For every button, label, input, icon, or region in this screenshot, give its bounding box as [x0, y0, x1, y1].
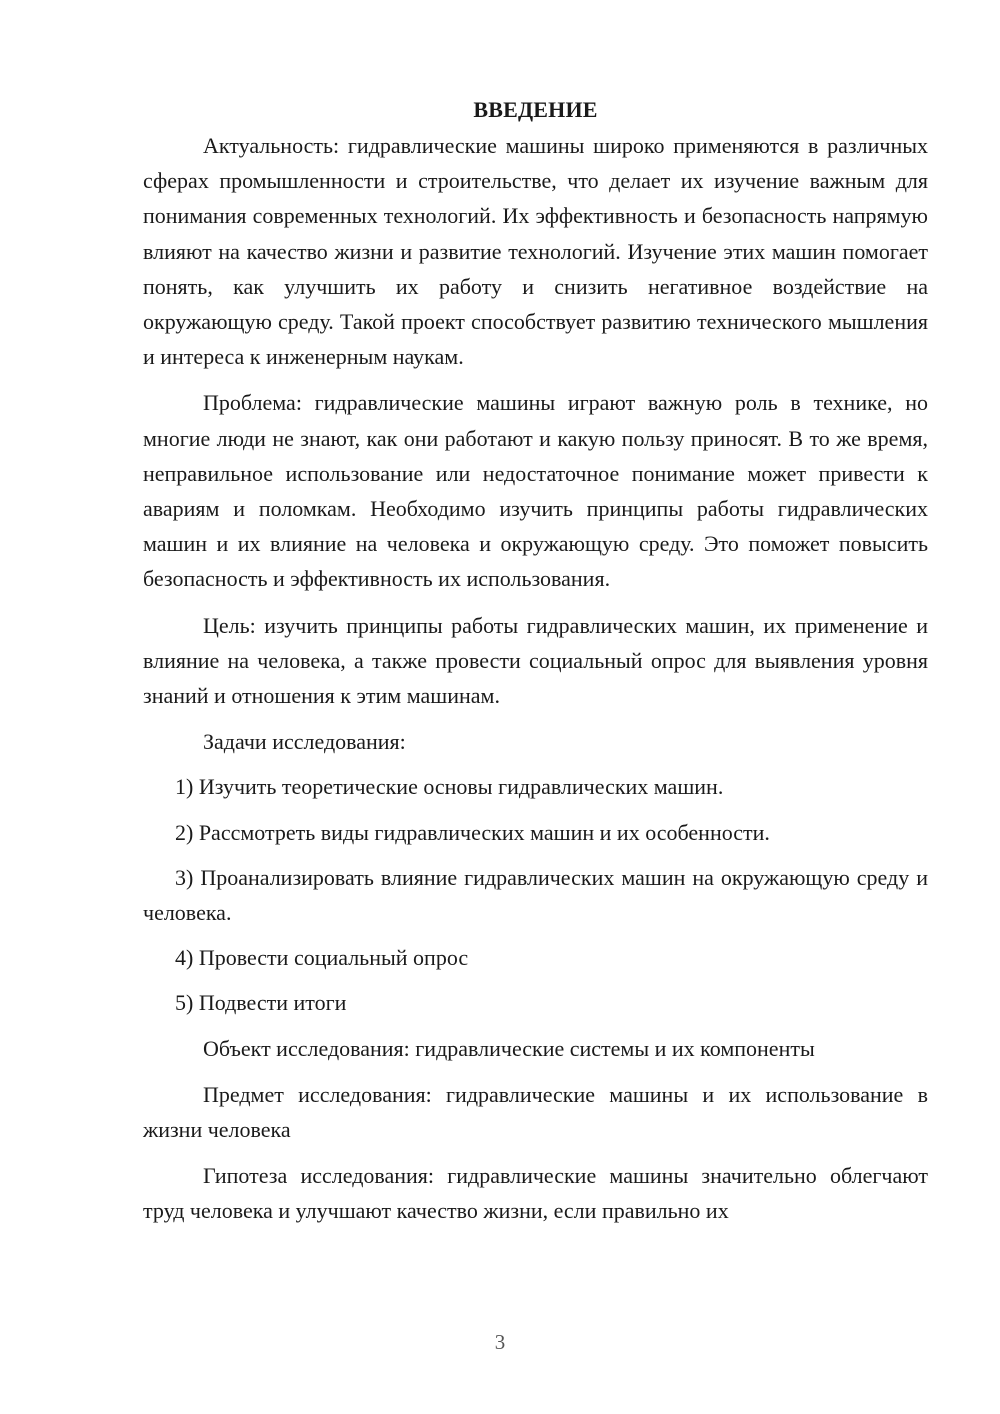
task-item: 5) Подвести итоги — [175, 990, 347, 1016]
paragraph-problem: Проблема: гидравлические машины играют важную роль в технике, но многие люди не знают, как они работают и какую пользу приносят. В то же время, неправильное использование или недостаточное понимание может привести к авариям и поломкам. Необходимо изучить принципы работы гидравлических машин и их влияние на человека и окружающую среду. Это поможет повысить безопасность и эффективность их использования. — [143, 390, 928, 592]
task-item: 1) Изучить теоретические основы гидравлических машин. — [175, 774, 724, 800]
paragraph-tasks-title: Задачи исследования: — [203, 729, 406, 755]
paragraph-object: Объект исследования: гидравлические системы и их компоненты — [203, 1035, 815, 1061]
task-item: 2) Рассмотреть виды гидравлических машин и их особенности. — [175, 819, 770, 845]
task-item: 4) Провести социальный опрос — [175, 945, 469, 971]
section-heading: ВВЕДЕНИЕ — [473, 97, 598, 122]
page-number: 3 — [494, 1330, 506, 1354]
paragraph-relevance: Актуальность: гидравлические машины широко применяются в различных сферах промышленности и строительстве, что делает их изучение важным для понимания современных технологий. Их эффективность и безопасность напрямую влияют на качество жизни и развитие технологий. Изучение этих машин помогает понять, как улучшить их работу и снизить негативное воздействие на окружающую среду. Такой проект способствует развитию технического мышления и интереса к инженерным наукам. — [143, 133, 928, 370]
paragraph-goal: Цель: изучить принципы работы гидравлических машин, их применение и влияние на человека, а также провести социальный опрос для выявления уровня знаний и отношения к этим машинам. — [143, 612, 928, 709]
task-item: 3) Проанализировать влияние гидравлических машин на окружающую среду и человека. — [143, 864, 928, 926]
page-content — [143, 92, 928, 1240]
paragraph-hypothesis: Гипотеза исследования: гидравлические машины значительно облегчают труд человека и улучшают качество жизни, если правильно их — [143, 1163, 928, 1224]
paragraph-subject: Предмет исследования: гидравлические машины и их использование в жизни человека — [143, 1081, 928, 1143]
